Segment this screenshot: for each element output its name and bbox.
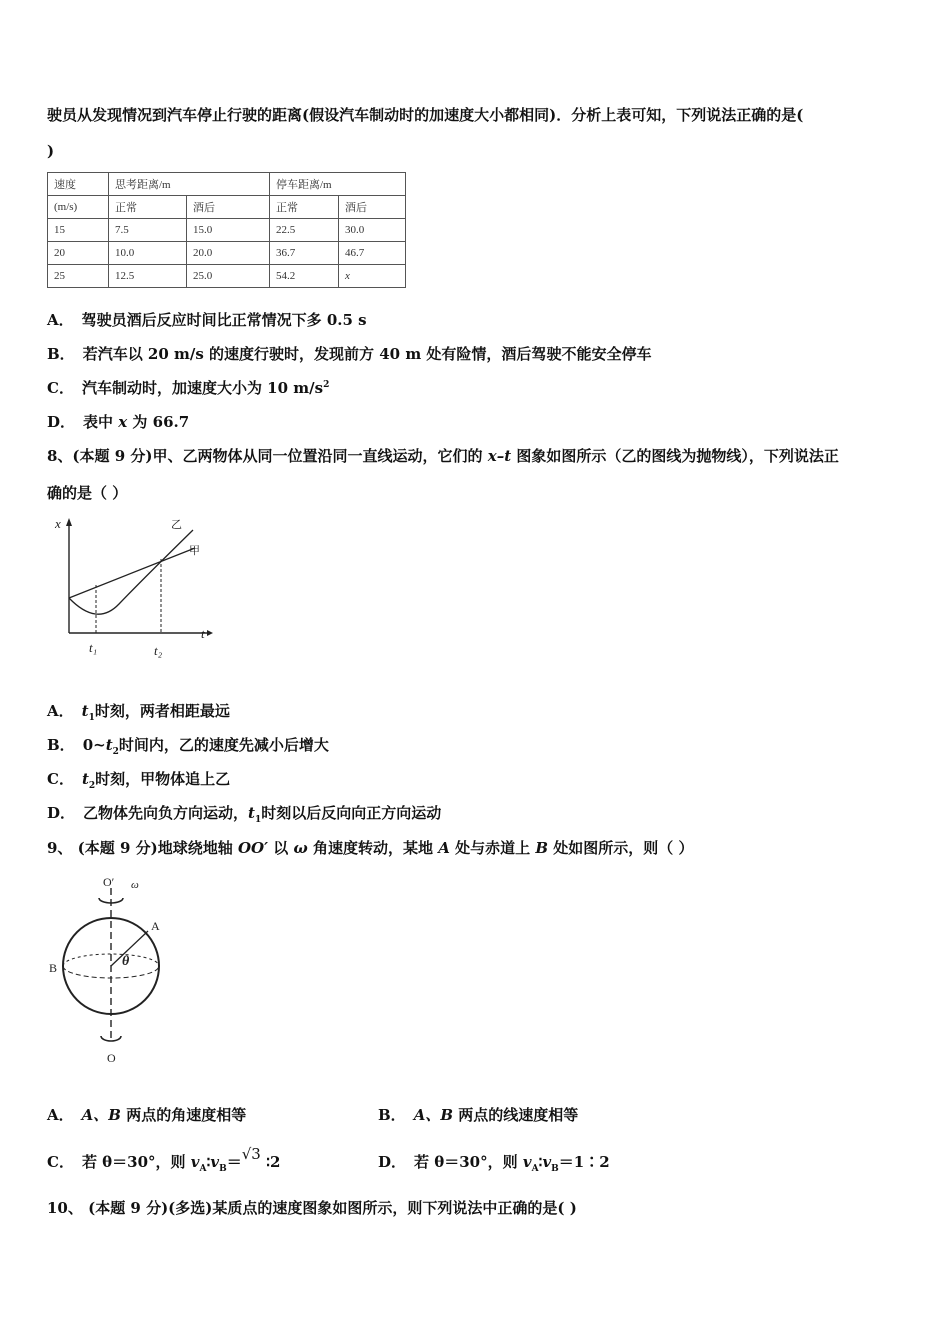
subscript: 1 — [88, 713, 95, 723]
variable: t — [248, 804, 255, 822]
option-text: 驾驶员酒后反应时间比正常情况下多 0.5 s — [81, 311, 367, 329]
table-row — [48, 242, 406, 265]
variable: v — [542, 1153, 552, 1171]
option-label: B． — [47, 345, 75, 363]
variable: t — [105, 736, 113, 754]
intro-line-2: ) — [47, 142, 55, 160]
q8-option-d — [47, 802, 441, 825]
option-label: A． — [47, 702, 74, 720]
variable: x — [118, 413, 128, 431]
q9-option-a — [47, 1104, 246, 1125]
table-cell: 30.0 — [339, 219, 406, 242]
variable: t — [81, 702, 89, 720]
braking-distance-table — [47, 172, 406, 288]
stem-text: 图象如图所示（乙的图线为抛物线），下列说法正 — [511, 447, 839, 465]
q8-option-a — [47, 700, 230, 723]
option-label: C． — [47, 1153, 74, 1171]
q10-stem: 10、 (本题 9 分)(多选)某质点的速度图象如图所示，则下列说法中正确的是( ) — [47, 1199, 577, 1217]
table-cell: 12.5 — [109, 265, 187, 288]
radius-to-a — [111, 931, 148, 966]
y-axis-arrow — [66, 518, 72, 526]
variable: v — [522, 1153, 532, 1171]
superscript: 2 — [323, 380, 330, 390]
q7-option-d — [47, 411, 189, 432]
table-cell: 54.2 — [270, 265, 339, 288]
q8-stem-line-2: 确的是（ ） — [47, 484, 128, 502]
y-axis-label: x — [55, 516, 61, 531]
option-text: 汽车制动时，加速度大小为 10 m/s — [81, 379, 324, 397]
t1-label: t₁ — [89, 640, 98, 655]
option-text: 若 θ＝30°，则 — [414, 1153, 523, 1171]
b-label: B — [49, 961, 58, 975]
stem-text: 9、 (本题 9 分)地球绕地轴 — [47, 839, 238, 857]
option-text: 两点的角速度相等 — [120, 1106, 247, 1124]
table-cell: 25.0 — [187, 265, 270, 288]
header-stopping-distance: 停车距离/m — [270, 173, 406, 196]
variable: t — [81, 770, 89, 788]
q9-option-c — [47, 1145, 281, 1174]
variable: A、B — [81, 1106, 121, 1124]
header-normal: 正常 — [270, 196, 339, 219]
jia-label: 甲 — [189, 545, 200, 557]
q7-option-a — [47, 309, 367, 330]
option-text: 若 θ＝30°，则 — [81, 1153, 191, 1171]
variable: B — [535, 839, 549, 857]
option-text: 乙物体先向负方向运动， — [83, 804, 249, 822]
option-text: 时刻以后反向向正方向运动 — [261, 804, 442, 822]
option-label: A． — [47, 1106, 74, 1124]
option-label: C． — [47, 770, 74, 788]
header-drunk: 酒后 — [339, 196, 406, 219]
table-cell: 25 — [48, 265, 109, 288]
header-drunk: 酒后 — [187, 196, 270, 219]
t2-label: t₂ — [154, 643, 163, 658]
option-label: B． — [378, 1106, 406, 1124]
subscript: B — [219, 1164, 227, 1174]
table-cell: 10.0 — [109, 242, 187, 265]
stem-text: 8、(本题 9 分)甲、乙两物体从同一位置沿同一直线运动，它们的 — [47, 447, 488, 465]
o-label: O — [107, 1051, 116, 1065]
earth-rotation-figure — [45, 868, 185, 1068]
variable: A、B — [413, 1106, 454, 1124]
variable: x–t — [487, 447, 512, 465]
option-text: ＝ — [226, 1153, 242, 1171]
o-prime-label: O′ — [103, 875, 115, 889]
table-row — [48, 265, 406, 288]
omega-label: ω — [131, 879, 139, 891]
table-cell: 46.7 — [339, 242, 406, 265]
variable: v — [190, 1153, 200, 1171]
header-unit: (m/s) — [48, 196, 109, 219]
subscript: 2 — [88, 781, 96, 791]
option-text: 两点的线速度相等 — [453, 1106, 579, 1124]
option-text: 表中 — [83, 413, 119, 431]
table-cell: x — [339, 265, 406, 288]
option-text: 时刻，两者相距最远 — [94, 702, 230, 720]
option-text: 时刻，甲物体追上乙 — [95, 770, 231, 788]
header-speed: 速度 — [48, 173, 109, 196]
xt-graph — [47, 512, 217, 662]
option-label: D． — [47, 413, 76, 431]
x-axis-arrow — [207, 630, 213, 636]
q9-option-b — [378, 1104, 578, 1125]
q8-stem-line-1 — [47, 445, 839, 466]
option-text: ∶ — [206, 1153, 211, 1171]
a-label: A — [151, 919, 160, 933]
stem-text: 以 — [268, 839, 294, 857]
table-cell: 15.0 — [187, 219, 270, 242]
yi-parabola — [69, 530, 193, 614]
option-text: 若汽车以 20 m/s 的速度行驶时，发现前方 40 m 处有险情，酒后驾驶不能安全停车 — [82, 345, 652, 363]
q9-stem — [47, 837, 694, 858]
header-normal: 正常 — [109, 196, 187, 219]
option-label: D． — [378, 1153, 407, 1171]
variable: ω — [293, 839, 308, 857]
subscript: B — [551, 1164, 559, 1174]
q7-option-b — [47, 343, 651, 364]
intro-line-1: 驶员从发现情况到汽车停止行驶的距离(假设汽车制动时的加速度大小都相同)．分析上表可知，下列说法正确的是( — [47, 106, 804, 124]
theta-label: θ — [122, 954, 130, 969]
q8-option-c — [47, 768, 230, 791]
stem-text: 角速度转动，某地 — [307, 839, 439, 857]
subscript: A — [531, 1164, 539, 1174]
table-cell: 20 — [48, 242, 109, 265]
option-text: ∶2 — [260, 1153, 281, 1171]
table-cell: 36.7 — [270, 242, 339, 265]
yi-label: 乙 — [171, 519, 182, 531]
variable: OO′ — [237, 839, 269, 857]
table-cell: 7.5 — [109, 219, 187, 242]
table-row — [48, 219, 406, 242]
subscript: A — [199, 1164, 207, 1174]
x-axis-label: t — [201, 626, 205, 641]
option-text: 时间内，乙的速度先减小后增大 — [118, 736, 329, 754]
q8-option-b — [47, 734, 329, 757]
table-cell: 15 — [48, 219, 109, 242]
option-text: ∶ — [538, 1153, 543, 1171]
variable: v — [210, 1153, 220, 1171]
option-label: B． — [47, 736, 75, 754]
stem-text: 处如图所示，则（ ） — [548, 839, 694, 857]
subscript: 2 — [112, 747, 119, 757]
sqrt-3: √3 — [241, 1145, 261, 1163]
q7-option-c — [47, 377, 329, 398]
option-text: 0~ — [82, 736, 106, 754]
variable: A — [438, 839, 450, 857]
header-thinking-distance: 思考距离/m — [109, 173, 270, 196]
stem-text: 处与赤道上 — [449, 839, 536, 857]
q9-option-d — [378, 1151, 610, 1174]
option-label: C． — [47, 379, 74, 397]
option-label: D． — [47, 804, 76, 822]
table-cell: 20.0 — [187, 242, 270, 265]
subscript: 1 — [254, 815, 262, 825]
table-cell: 22.5 — [270, 219, 339, 242]
option-text: ＝1∶2 — [558, 1153, 610, 1171]
option-text: 为 66.7 — [127, 413, 190, 431]
option-label: A． — [47, 311, 74, 329]
